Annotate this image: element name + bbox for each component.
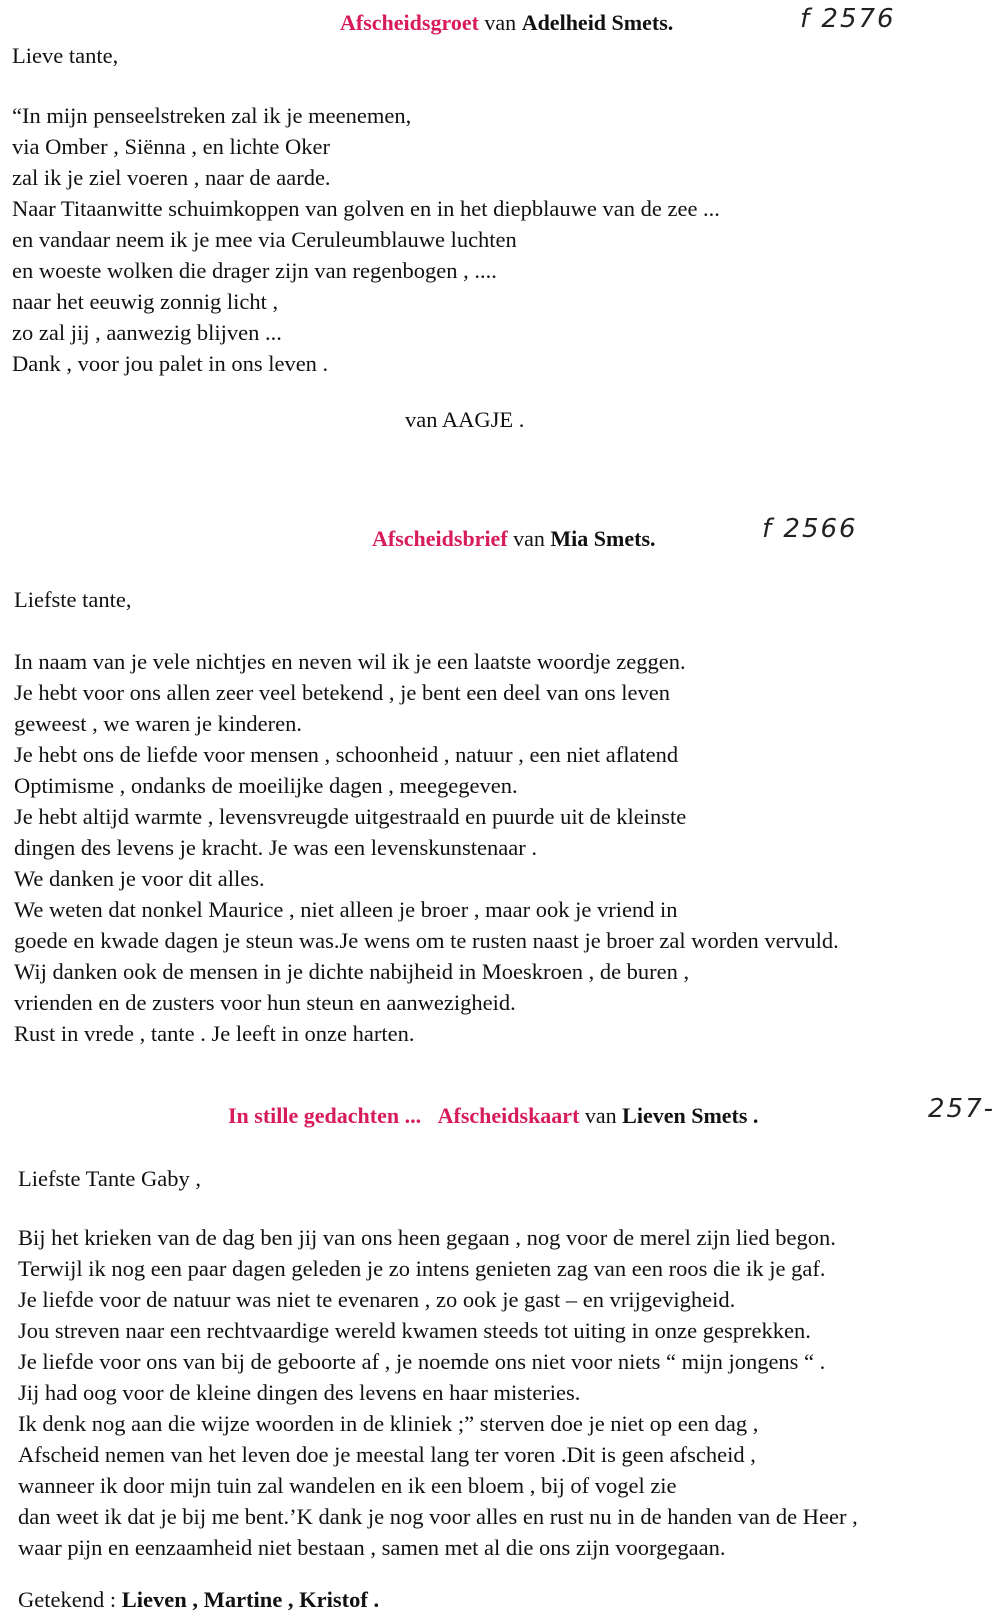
section3-line: wanneer ik door mijn tuin zal wandelen en ik een bloem , bij of vogel zie [18,1473,677,1498]
section3-title-rest: van [584,1103,617,1128]
section2-line: geweest , we waren je kinderen. [14,711,302,736]
section2-salutation: Liefste tante, [14,587,132,612]
section1-ref: f 2576 [800,4,896,34]
section2-title-name: Mia Smets. [550,526,656,551]
section2-line: vrienden en de zusters voor hun steun en aanwezigheid. [14,990,516,1015]
section2-line: goede en kwade dagen je steun was.Je wens om te rusten naast je broer zal worden vervuld. [14,928,839,953]
section3-line: waar pijn en eenzaamheid niet bestaan , samen met al die ons zijn voorgegaan. [18,1535,726,1560]
section3-title-name: Lieven Smets . [622,1103,759,1128]
section1-title-name: Adelheid Smets. [521,10,674,35]
section3-line: dan weet ik dat je bij me bent.’K dank je nog voor alles en rust nu in de handen van de Heer , [18,1504,858,1529]
section1-line: via Omber , Siënna , en lichte Oker [12,134,331,159]
section2-line: Je hebt altijd warmte , levensvreugde uitgestraald en puurde uit de kleinste [14,804,687,829]
section3-title-accent1: In stille gedachten ... [228,1103,422,1128]
section1-poem [12,100,720,379]
section2-line: Je hebt voor ons allen zeer veel betekend , je bent een deel van ons leven [14,680,670,705]
section2-letter [14,646,839,1049]
section3-line: Jij had oog voor de kleine dingen des levens en haar misteries. [18,1380,581,1405]
section3-line: Jou streven naar een rechtvaardige wereld kwamen steeds tot uiting in onze gesprekken. [18,1318,811,1343]
section2-line: dingen des levens je kracht. Je was een levenskunstenaar . [14,835,537,860]
section2-title-accent: Afscheidsbrief [372,526,508,551]
section3-ref: 257- [928,1094,996,1124]
section1-line: zal ik je ziel voeren , naar de aarde. [12,165,331,190]
section3-line: Bij het krieken van de dag ben jij van ons heen gegaan , nog voor de merel zijn lied begon. [18,1225,836,1250]
section2-ref: f 2566 [762,514,858,544]
section3-line: Ik denk nog aan die wijze woorden in de kliniek ;” sterven doe je niet op een dag , [18,1411,759,1436]
section3-signed-names: Lieven , Martine , Kristof . [121,1587,380,1612]
section1-line: en woeste wolken die drager zijn van regenbogen , .... [12,258,497,283]
section1-salutation: Lieve tante, [12,43,119,68]
section3-line: Je liefde voor ons van bij de geboorte af , je noemde ons niet voor niets “ mijn jongens “ . [18,1349,826,1374]
section3-salutation: Liefste Tante Gaby , [18,1166,201,1191]
section3-line: Afscheid nemen van het leven doe je meestal lang ter voren .Dit is geen afscheid , [18,1442,756,1467]
section2-title [372,526,656,552]
section1-signature: van AAGJE . [405,407,525,432]
section1-line: zo zal jij , aanwezig blijven ... [12,320,282,345]
section1-line: naar het eeuwig zonnig licht , [12,289,279,314]
section2-line: In naam van je vele nichtjes en neven wil ik je een laatste woordje zeggen. [14,649,686,674]
section3-signed-label: Getekend : [18,1587,117,1612]
section2-line: We weten dat nonkel Maurice , niet alleen je broer , maar ook je vriend in [14,897,678,922]
section2-line: Wij danken ook de mensen in je dichte nabijheid in Moeskroen , de buren , [14,959,690,984]
section2-line: We danken je voor dit alles. [14,866,265,891]
section2-line: Rust in vrede , tante . Je leeft in onze harten. [14,1021,415,1046]
section1-line: Naar Titaanwitte schuimkoppen van golven en in het diepblauwe van de zee ... [12,196,720,221]
section3-line: Terwijl ik nog een paar dagen geleden je zo intens genieten zag van een roos die ik je gaf. [18,1256,826,1281]
section2-title-rest: van [513,526,545,551]
section1-line: “In mijn penseelstreken zal ik je meenemen, [12,103,412,128]
section3-card [18,1222,858,1563]
section2-line: Je hebt ons de liefde voor mensen , schoonheid , natuur , een niet aflatend [14,742,679,767]
section1-title-rest: van [484,10,517,35]
section1-line: Dank , voor jou palet in ons leven . [12,351,329,376]
section3-signed [18,1584,379,1615]
section2-line: Optimisme , ondanks de moeilijke dagen , meegegeven. [14,773,518,798]
section3-line: Je liefde voor de natuur was niet te evenaren , zo ook je gast – en vrijgevigheid. [18,1287,736,1312]
section1-line: en vandaar neem ik je mee via Ceruleumblauwe luchten [12,227,517,252]
section3-title [228,1103,758,1129]
section1-title-accent: Afscheidsgroet [340,10,479,35]
section3-title-accent2: Afscheidskaart [437,1103,580,1128]
section1-title [340,10,673,36]
